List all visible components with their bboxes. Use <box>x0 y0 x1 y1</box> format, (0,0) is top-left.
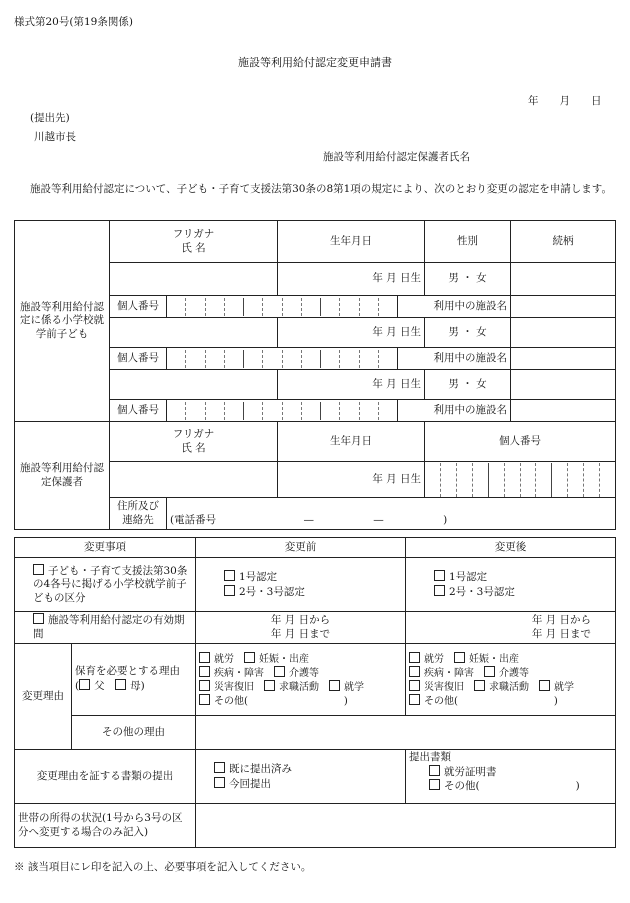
child-gender-header: 性別 <box>425 221 511 263</box>
child1-relation-field[interactable] <box>511 263 616 296</box>
child3-number-label: 個人番号 <box>110 400 167 422</box>
guardian-name-header: フリガナ 氏 名 <box>110 422 278 462</box>
checkbox-icon[interactable] <box>429 779 440 790</box>
checkbox-icon[interactable] <box>214 762 225 773</box>
checkbox-icon[interactable] <box>434 570 445 581</box>
after-period-field[interactable]: 年 月 日から 年 月 日まで <box>406 612 616 644</box>
documents-list[interactable]: 提出書類 就労証明書 その他( ) <box>406 750 616 804</box>
guardian-side-label: 施設等利用給付認定保護者 <box>15 422 110 530</box>
change-table <box>14 537 616 848</box>
child3-facility-label: 利用中の施設名 <box>398 400 511 422</box>
after-reason-options[interactable]: 就労 妊娠・出産 疾病・障害 介護等 災害復旧 求職活動 就学 その他( ) <box>406 644 616 716</box>
documents-status-options[interactable]: 既に提出済み 今回提出 <box>196 750 406 804</box>
income-field[interactable] <box>196 804 616 848</box>
checkbox-icon[interactable] <box>214 777 225 788</box>
recipient: 川越市長 <box>34 131 76 143</box>
child3-name-field[interactable] <box>110 370 278 400</box>
application-form <box>14 220 616 530</box>
child2-facility-field[interactable] <box>511 348 616 370</box>
child1-gender-field[interactable]: 男 ・ 女 <box>425 263 511 296</box>
applicant-label: 施設等利用給付認定保護者氏名 <box>323 151 470 163</box>
change-before-header: 変更前 <box>196 538 406 558</box>
child3-number-field[interactable] <box>167 400 398 422</box>
checkbox-icon[interactable] <box>429 765 440 776</box>
child2-number-label: 個人番号 <box>110 348 167 370</box>
income-label: 世帯の所得の状況(1号から3号の区分へ変更する場合のみ記入) <box>15 804 196 848</box>
other-reason-label: その他の理由 <box>72 716 196 750</box>
recipient-label: (提出先) <box>30 112 70 124</box>
reason-side-label: 変更理由 <box>15 644 72 750</box>
checkbox-icon[interactable] <box>224 570 235 581</box>
intro-text: 施設等利用給付認定について、子ども・子育て支援法第30条の8第1項の規定により、次のとおり変更の認定を申請します。 <box>30 183 612 195</box>
checkbox-icon[interactable] <box>33 613 44 624</box>
child2-birthdate-field[interactable]: 年 月 日生 <box>278 318 425 348</box>
child2-relation-field[interactable] <box>511 318 616 348</box>
child3-relation-field[interactable] <box>511 370 616 400</box>
child1-number-label: 個人番号 <box>110 296 167 318</box>
before-category-options[interactable]: 1号認定 2号・3号認定 <box>196 558 406 612</box>
checkbox-icon[interactable] <box>434 585 445 596</box>
child-name-header: フリガナ 氏 名 <box>110 221 278 263</box>
form-title: 施設等利用給付認定変更申請書 <box>238 56 392 69</box>
child-relation-header: 続柄 <box>511 221 616 263</box>
child2-number-field[interactable] <box>167 348 398 370</box>
child3-birthdate-field[interactable]: 年 月 日生 <box>278 370 425 400</box>
child2-facility-label: 利用中の施設名 <box>398 348 511 370</box>
before-period-field[interactable]: 年 月 日から 年 月 日まで <box>196 612 406 644</box>
child3-facility-field[interactable] <box>511 400 616 422</box>
guardian-birthdate-field[interactable]: 年 月 日生 <box>278 462 425 498</box>
change-after-header: 変更後 <box>406 538 616 558</box>
footnote: ※ 該当項目にレ印を記入の上、必要事項を記入してください。 <box>14 861 312 873</box>
children-side-label: 施設等利用給付認定に係る小学校就学前子ども <box>15 221 110 422</box>
child1-facility-field[interactable] <box>511 296 616 318</box>
change-category-item[interactable]: 子ども・子育て支援法第30条の4各号に掲げる小学校就学前子どもの区分 <box>15 558 196 612</box>
date-line: 年 月 日 <box>528 95 602 107</box>
checkbox-icon[interactable] <box>224 585 235 596</box>
checkbox-icon[interactable] <box>33 564 44 575</box>
child2-name-field[interactable] <box>110 318 278 348</box>
guardian-number-header: 個人番号 <box>425 422 616 462</box>
care-reason-label: 保育を必要とする理由 ( 父 母) <box>72 644 196 716</box>
child1-birthdate-field[interactable]: 年 月 日生 <box>278 263 425 296</box>
guardian-address-field[interactable]: (電話番号 — — ) <box>167 498 616 530</box>
change-item-header: 変更事項 <box>15 538 196 558</box>
child3-gender-field[interactable]: 男 ・ 女 <box>425 370 511 400</box>
child-birth-header: 生年月日 <box>278 221 425 263</box>
guardian-name-field[interactable] <box>110 462 278 498</box>
other-reason-field[interactable] <box>196 716 616 750</box>
child1-name-field[interactable] <box>110 263 278 296</box>
child2-gender-field[interactable]: 男 ・ 女 <box>425 318 511 348</box>
checkbox-icon[interactable] <box>79 679 90 690</box>
guardian-number-field[interactable] <box>425 462 616 498</box>
guardian-address-label: 住所及び連絡先 <box>110 498 167 530</box>
checkbox-icon[interactable] <box>115 679 126 690</box>
child1-facility-label: 利用中の施設名 <box>398 296 511 318</box>
guardian-birth-header: 生年月日 <box>278 422 425 462</box>
after-category-options[interactable]: 1号認定 2号・3号認定 <box>406 558 616 612</box>
documents-label: 変更理由を証する書類の提出 <box>15 750 196 804</box>
form-number: 様式第20号(第19条関係) <box>14 16 133 28</box>
change-period-item[interactable]: 施設等利用給付認定の有効期間 <box>15 612 196 644</box>
child1-number-field[interactable] <box>167 296 398 318</box>
before-reason-options[interactable]: 就労 妊娠・出産 疾病・障害 介護等 災害復旧 求職活動 就学 その他( ) <box>196 644 406 716</box>
